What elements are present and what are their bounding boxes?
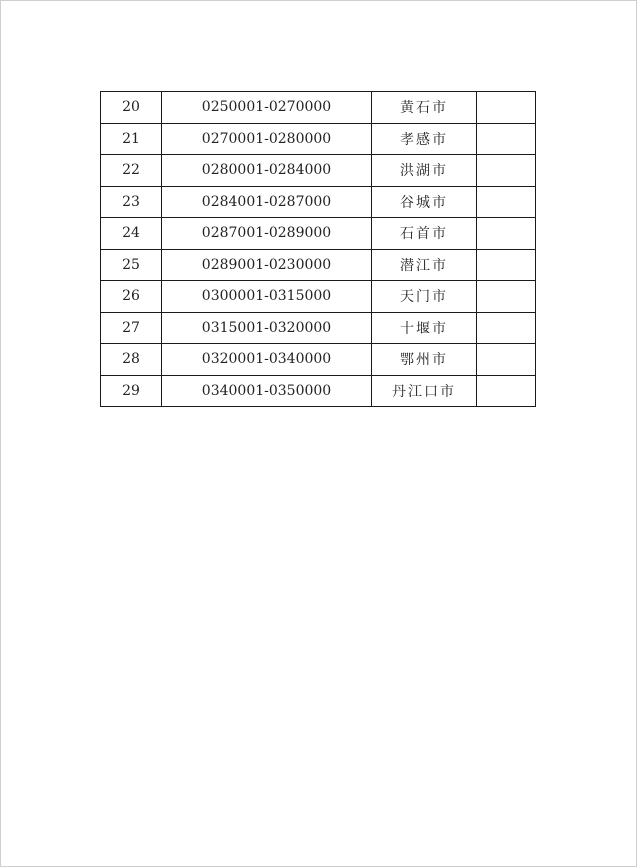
city-cell: 丹江口市 <box>372 375 477 407</box>
note-cell <box>477 281 536 313</box>
city-cell: 石首市 <box>372 218 477 250</box>
row-number-cell: 23 <box>101 186 162 218</box>
note-cell <box>477 344 536 376</box>
row-number-cell: 24 <box>101 218 162 250</box>
city-cell: 潜江市 <box>372 249 477 281</box>
table-row <box>101 186 536 218</box>
code-range-cell: 0320001-0340000 <box>162 344 372 376</box>
city-cell: 孝感市 <box>372 123 477 155</box>
table-row <box>101 155 536 187</box>
row-number-cell: 21 <box>101 123 162 155</box>
code-range-cell: 0250001-0270000 <box>162 92 372 124</box>
code-range-table <box>100 91 536 407</box>
row-number-cell: 20 <box>101 92 162 124</box>
row-number-cell: 26 <box>101 281 162 313</box>
row-number-cell: 22 <box>101 155 162 187</box>
code-range-cell: 0315001-0320000 <box>162 312 372 344</box>
code-range-cell: 0340001-0350000 <box>162 375 372 407</box>
table-row <box>101 375 536 407</box>
code-range-cell: 0280001-0284000 <box>162 155 372 187</box>
table-row <box>101 249 536 281</box>
table-row <box>101 312 536 344</box>
city-cell: 洪湖市 <box>372 155 477 187</box>
table-row <box>101 218 536 250</box>
city-cell: 鄂州市 <box>372 344 477 376</box>
table-row <box>101 92 536 124</box>
table-row <box>101 344 536 376</box>
city-cell: 十堰市 <box>372 312 477 344</box>
city-cell: 谷城市 <box>372 186 477 218</box>
note-cell <box>477 375 536 407</box>
row-number-cell: 29 <box>101 375 162 407</box>
city-cell: 黄石市 <box>372 92 477 124</box>
row-number-cell: 27 <box>101 312 162 344</box>
note-cell <box>477 312 536 344</box>
row-number-cell: 28 <box>101 344 162 376</box>
code-range-cell: 0284001-0287000 <box>162 186 372 218</box>
row-number-cell: 25 <box>101 249 162 281</box>
code-range-cell: 0270001-0280000 <box>162 123 372 155</box>
city-cell: 天门市 <box>372 281 477 313</box>
note-cell <box>477 155 536 187</box>
table-row <box>101 281 536 313</box>
code-range-cell: 0287001-0289000 <box>162 218 372 250</box>
code-range-cell: 0300001-0315000 <box>162 281 372 313</box>
note-cell <box>477 123 536 155</box>
note-cell <box>477 92 536 124</box>
code-range-cell: 0289001-0230000 <box>162 249 372 281</box>
note-cell <box>477 218 536 250</box>
note-cell <box>477 186 536 218</box>
table-row <box>101 123 536 155</box>
note-cell <box>477 249 536 281</box>
